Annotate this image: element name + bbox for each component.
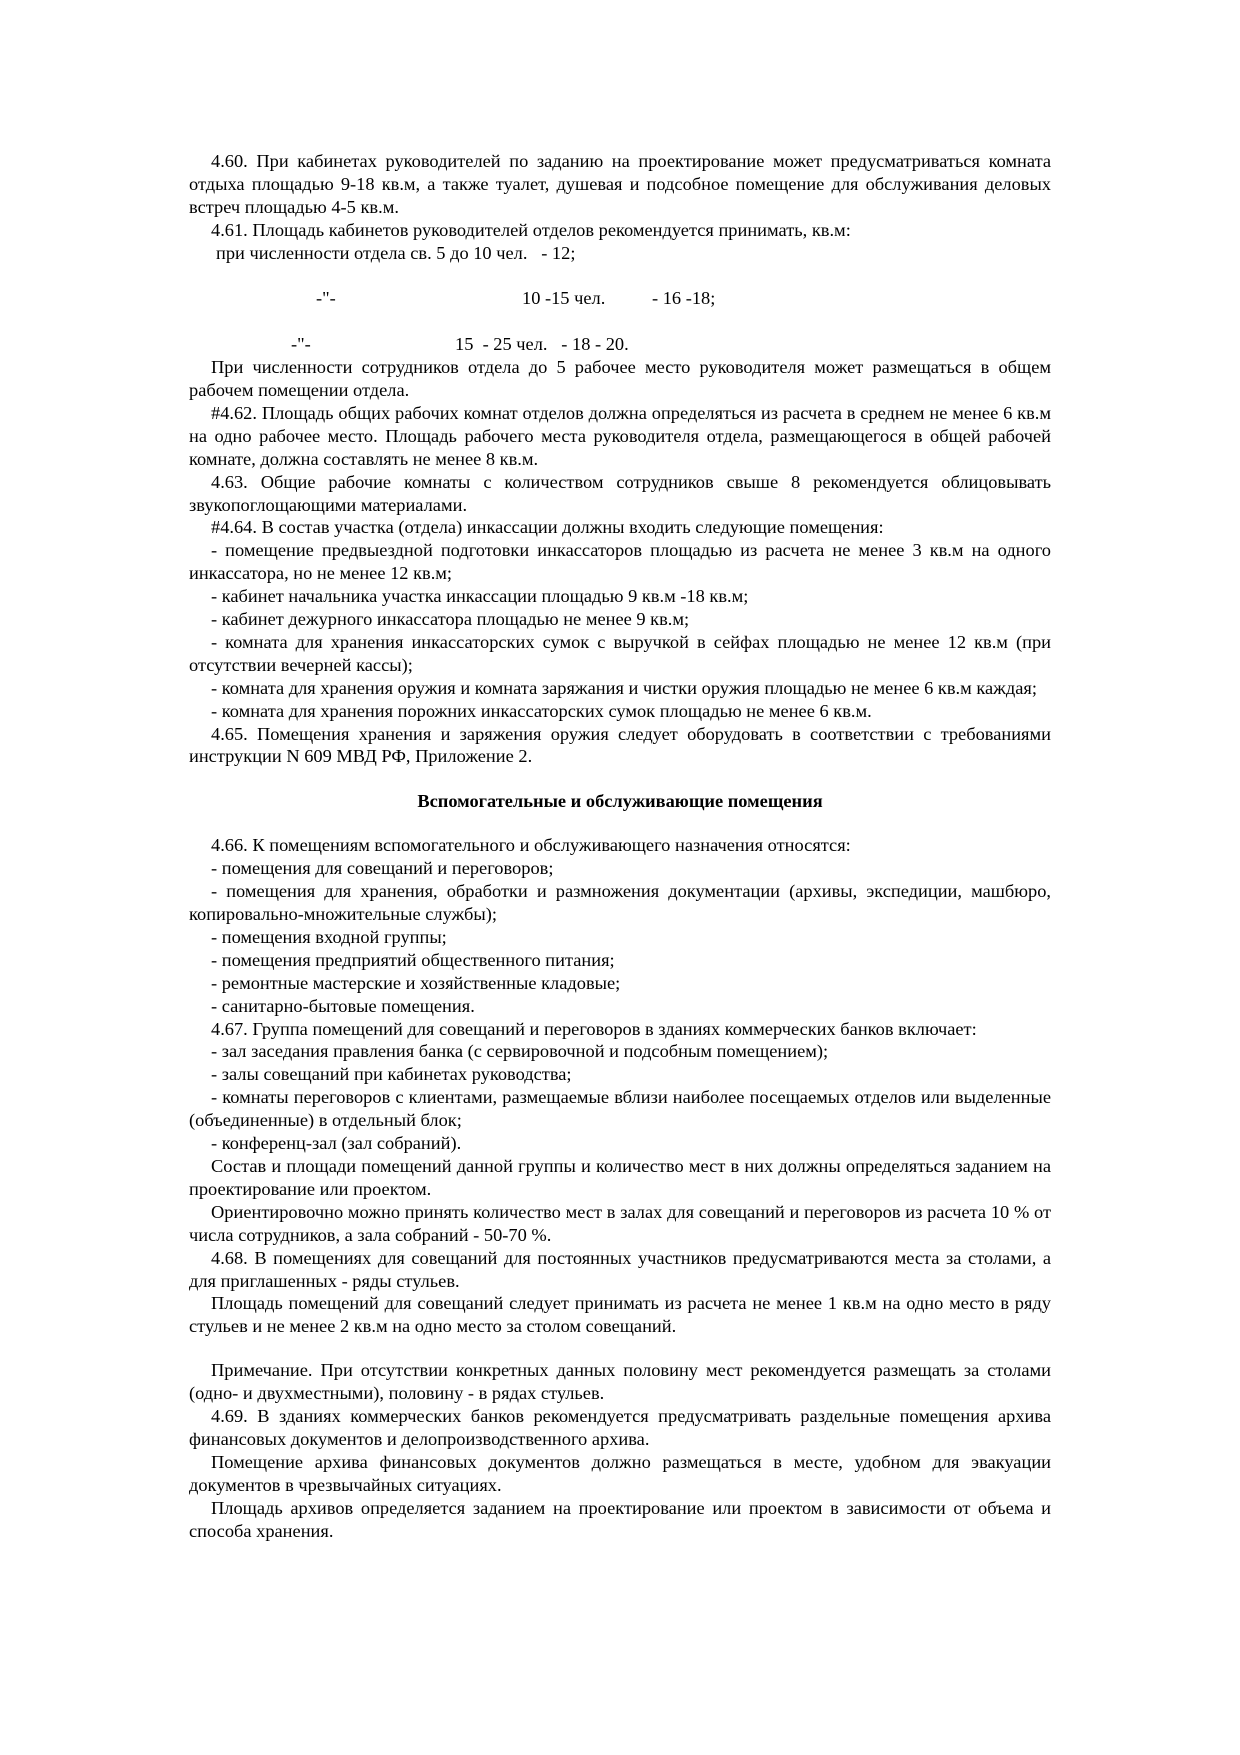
paragraph-4-63: 4.63. Общие рабочие комнаты с количеством сотрудников свыше 8 рекомендуется облицовывать звукопоглощающими материалами. <box>189 471 1051 515</box>
list-item: - зал заседания правления банка (с сервировочной и подсобным помещением); <box>211 1041 829 1062</box>
list-item: - комната для хранения порожних инкассаторских сумок площадью не менее 6 кв.м. <box>211 700 872 721</box>
list-item: - помещения предприятий общественного питания; <box>211 949 615 970</box>
size-row-5-10 <box>189 242 1051 265</box>
list-item: - комната для хранения оружия и комната заряжания и чистки оружия площадью не менее 6 кв.м каждая; <box>211 677 1037 698</box>
paragraph: Площадь архивов определяется заданием на проектирование или проектом в зависимости от объема и способа хранения. <box>189 1497 1051 1541</box>
paragraph-4-69: 4.69. В зданиях коммерческих банков рекомендуется предусматривать раздельные помещения архива финансовых документов и делопроизводственного архива. <box>189 1406 1051 1449</box>
list-item: - кабинет дежурного инкассатора площадью не менее 9 кв.м; <box>211 609 690 630</box>
paragraph: Ориентировочно можно принять количество мест в залах для совещаний и переговоров из расчета 10 % от числа сотрудников, а зала собраний - 50-70 %. <box>189 1201 1051 1245</box>
section-heading: Вспомогательные и обслуживающие помещения <box>417 791 823 812</box>
note-paragraph: Примечание. При отсутствии конкретных данных половину мест рекомендуется размещать за столами (одно- и двухместными), половину - в рядах стульев. <box>189 1360 1051 1404</box>
size-row-text: при численности отдела св. 5 до 10 чел. - 12; <box>216 242 576 263</box>
paragraph-4-66: 4.66. К помещениям вспомогательного и обслуживающего назначения относятся: <box>211 835 851 856</box>
list-item: - помещения входной группы; <box>211 926 447 947</box>
blank-line <box>189 310 1051 333</box>
list-item: - комната для хранения инкассаторских сумок с выручкой в сейфах площадью не менее 12 кв.м (при отсутствии вечерней кассы); <box>189 631 1051 675</box>
list-item: - помещения для совещаний и переговоров; <box>211 858 554 879</box>
paragraph-4-67: 4.67. Группа помещений для совещаний и переговоров в зданиях коммерческих банков включает: <box>211 1018 977 1039</box>
paragraph-4-68: 4.68. В помещениях для совещаний для постоянных участников предусматриваются места за столами, а для приглашенных - ряды стульев. <box>189 1247 1051 1291</box>
list-item: - ремонтные мастерские и хозяйственные кладовые; <box>211 972 621 993</box>
paragraph-4-61: 4.61. Площадь кабинетов руководителей отделов рекомендуется принимать, кв.м: <box>211 219 851 240</box>
paragraph: Площадь помещений для совещаний следует принимать из расчета не менее 1 кв.м на одно место в ряду стульев и не менее 2 кв.м на одно место за столом совещаний. <box>189 1293 1051 1337</box>
paragraph-4-64: #4.64. В состав участка (отдела) инкассации должны входить следующие помещения: <box>211 517 884 538</box>
paragraph-4-65: 4.65. Помещения хранения и заряжения оружия следует оборудовать в соответствии с требованиями инструкции N 609 МВД РФ, Приложение 2. <box>189 723 1051 767</box>
paragraph-4-60: 4.60. При кабинетах руководителей по заданию на проектирование может предусматриваться комната отдыха площадью 9-18 кв.м, а также туалет, душевая и подсобное помещение для обслуживания деловых встреч площадью 4-5 кв.м. <box>189 151 1051 217</box>
list-item: - залы совещаний при кабинетах руководства; <box>211 1064 572 1085</box>
size-range-value: 15 - 25 чел. - 18 - 20. <box>455 334 629 355</box>
ditto-mark: -"- <box>291 334 311 355</box>
document-body <box>189 150 1051 1542</box>
list-item: - кабинет начальника участка инкассации площадью 9 кв.м -18 кв.м; <box>211 586 749 607</box>
paragraph: Помещение архива финансовых документов должно размещаться в месте, удобном для эвакуации документов в чрезвычайных ситуациях. <box>189 1451 1051 1495</box>
blank-line <box>189 265 1051 288</box>
size-row-10-15 <box>189 287 1051 310</box>
list-item: - помещение предвыездной подготовки инкассаторов площадью из расчета не менее 3 кв.м на одного инкассатора, но не менее 12 кв.м; <box>189 540 1051 584</box>
list-item: - помещения для хранения, обработки и размножения документации (архивы, экспедиции, машбюро, копировально-множительные службы); <box>189 881 1051 925</box>
list-item: - комнаты переговоров с клиентами, размещаемые вблизи наиболее посещаемых отделов или выделенные (объединенные) в отдельный блок; <box>189 1087 1051 1131</box>
paragraph-4-62: #4.62. Площадь общих рабочих комнат отделов должна определяться из расчета в среднем не менее 6 кв.м на одно рабочее место. Площадь рабочего места руководителя отдела, размещающегося в общей рабочей комнате, должна составлять не менее 8 кв.м. <box>189 402 1051 469</box>
size-row-15-25 <box>189 333 1051 356</box>
size-value: - 16 -18; <box>652 288 716 309</box>
list-item: - конференц-зал (зал собраний). <box>211 1133 462 1154</box>
size-range: 10 -15 чел. <box>522 288 606 309</box>
ditto-mark: -"- <box>316 288 336 309</box>
paragraph: Состав и площади помещений данной группы и количество мест в них должны определяться заданием на проектирование или проектом. <box>189 1155 1051 1199</box>
list-item: - санитарно-бытовые помещения. <box>211 995 475 1016</box>
paragraph: При численности сотрудников отдела до 5 рабочее место руководителя может размещаться в общем рабочем помещении отдела. <box>189 357 1051 400</box>
